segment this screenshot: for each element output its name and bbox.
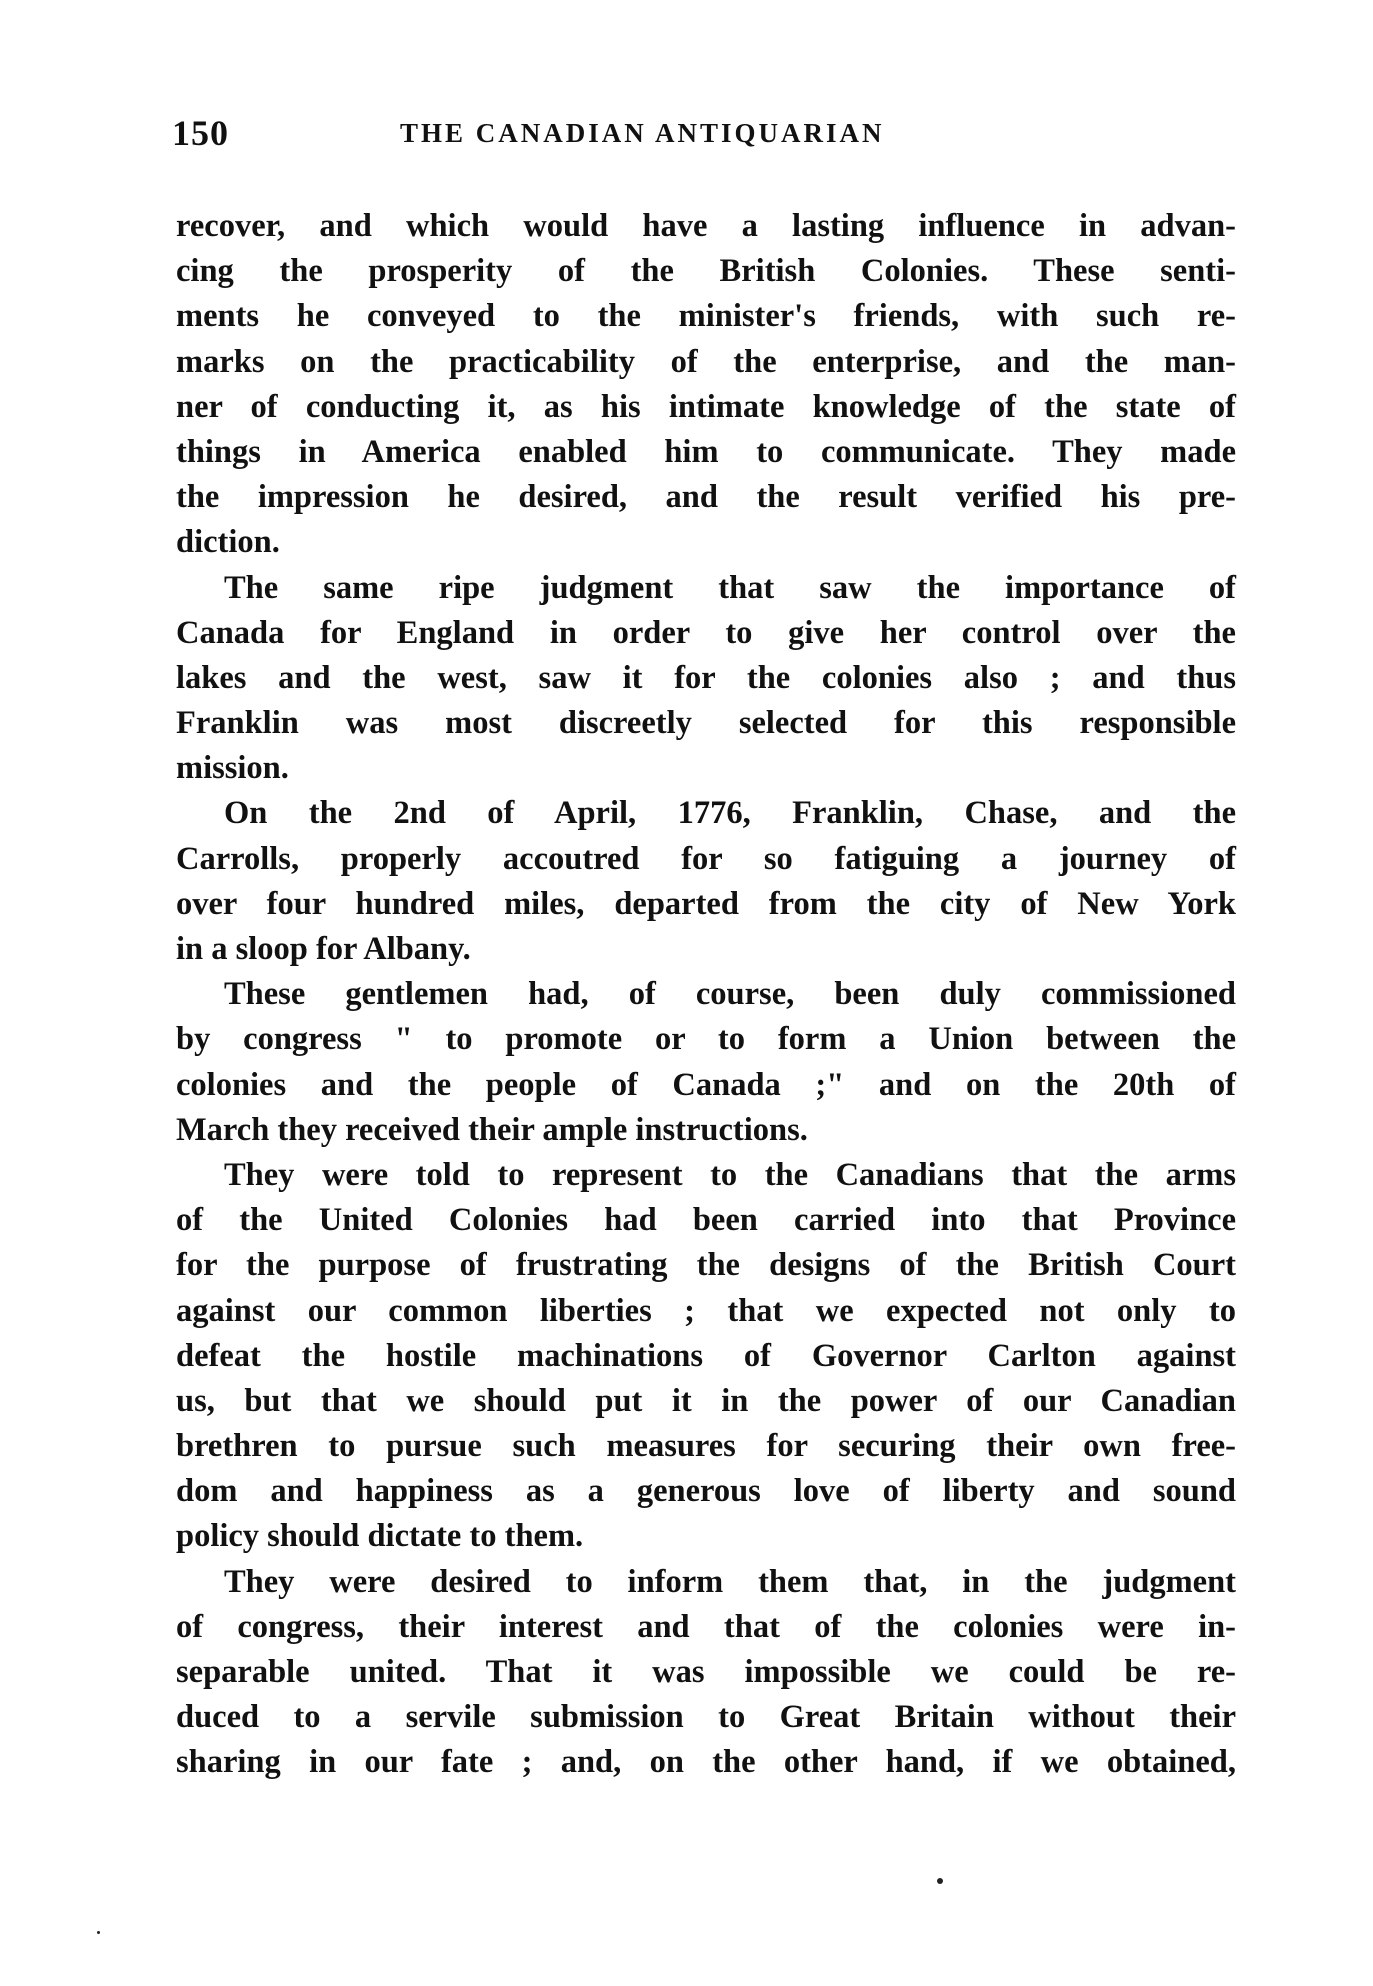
text-line: things in America enabled him to communicate. They made (176, 433, 1236, 470)
text-line: us, but that we should put it in the power of our Canadian (176, 1382, 1236, 1419)
running-header (172, 112, 1232, 162)
print-speck (937, 1878, 943, 1884)
text-line: in a sloop for Albany. (176, 931, 471, 967)
body-text (176, 204, 1236, 1786)
print-speck (97, 1931, 100, 1934)
text-line: They were desired to inform them that, in the judgment (224, 1563, 1236, 1600)
text-line: marks on the practicability of the enterprise, and the man- (176, 343, 1236, 380)
text-line: They were told to represent to the Canadians that the arms (224, 1156, 1236, 1193)
text-line: policy should dictate to them. (176, 1518, 584, 1555)
text-line: by congress " to promote or to form a Union between the (176, 1021, 1236, 1058)
text-line: defeat the hostile machinations of Governor Carlton against (176, 1337, 1236, 1374)
text-line: for the purpose of frustrating the designs of the British Court (176, 1247, 1236, 1284)
running-title: THE CANADIAN ANTIQUARIAN (400, 118, 885, 148)
text-line: ments he conveyed to the minister's friends, with such re- (176, 298, 1236, 335)
text-line: sharing in our fate ; and, on the other hand, if we obtained, (176, 1744, 1236, 1781)
text-line: The same ripe judgment that saw the importance of (224, 569, 1236, 606)
text-line: March they received their ample instructions. (176, 1111, 808, 1148)
text-line: dom and happiness as a generous love of liberty and sound (176, 1473, 1236, 1510)
text-line: These gentlemen had, of course, been duly commissioned (224, 976, 1236, 1013)
text-line: brethren to pursue such measures for securing their own free- (176, 1428, 1236, 1465)
text-line: Franklin was most discreetly selected for this responsible (176, 705, 1236, 742)
text-line: separable united. That it was impossible we could be re- (176, 1654, 1236, 1690)
text-line: colonies and the people of Canada ;" and on the 20th of (176, 1066, 1236, 1103)
text-line: of the United Colonies had been carried into that Province (176, 1202, 1236, 1239)
text-line: Canada for England in order to give her control over the (176, 614, 1236, 651)
text-line: recover, and which would have a lasting influence in advan- (176, 208, 1236, 244)
text-line: of congress, their interest and that of the colonies were in- (176, 1608, 1236, 1645)
text-line: over four hundred miles, departed from the city of New York (176, 885, 1236, 922)
text-line: ner of conducting it, as his intimate knowledge of the state of (176, 388, 1236, 425)
text-line: lakes and the west, saw it for the colonies also ; and thus (176, 659, 1236, 696)
text-line: against our common liberties ; that we expected not only to (176, 1292, 1236, 1329)
text-line: diction. (176, 524, 280, 561)
text-line: On the 2nd of April, 1776, Franklin, Chase, and the (224, 795, 1236, 832)
page-number: 150 (172, 113, 229, 153)
text-line: cing the prosperity of the British Colonies. These senti- (176, 253, 1236, 290)
text-line: mission. (176, 750, 289, 787)
text-line: duced to a servile submission to Great Britain without their (176, 1699, 1236, 1736)
text-line: Carrolls, properly accoutred for so fatiguing a journey of (176, 840, 1236, 877)
text-line: the impression he desired, and the result verified his pre- (176, 479, 1236, 516)
